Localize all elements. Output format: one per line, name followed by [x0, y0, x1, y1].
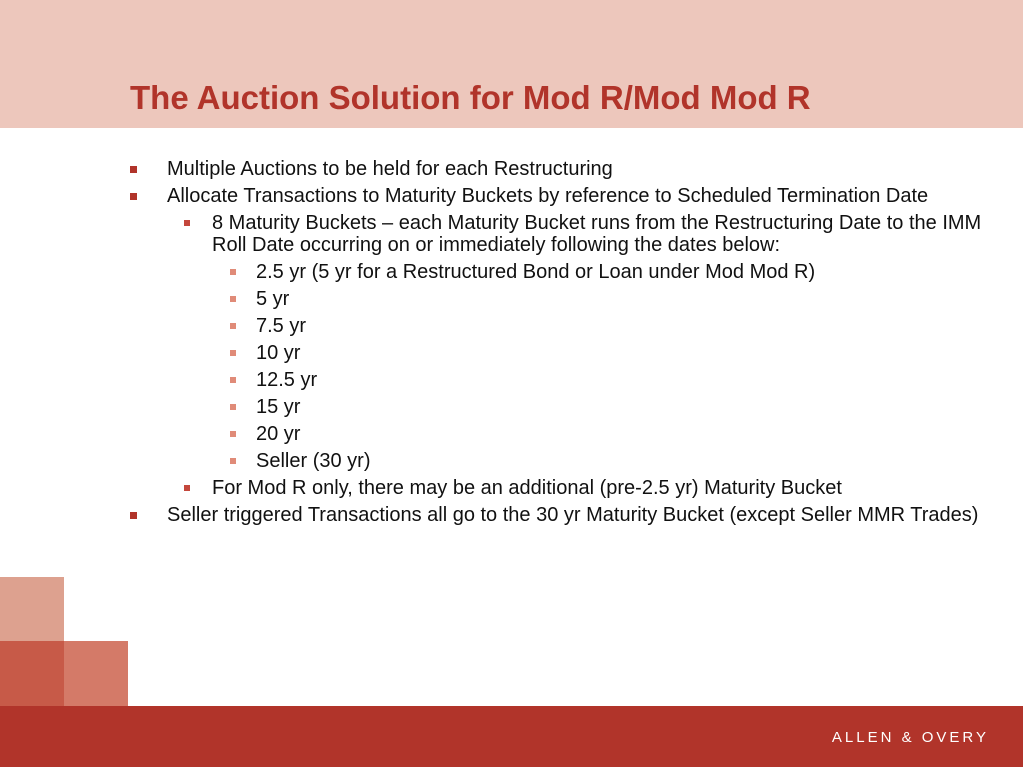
decorative-square	[0, 641, 64, 706]
bullet-text: 5 yr	[256, 288, 290, 310]
sub-bullet-item	[130, 477, 990, 499]
sub-sub-bullet-item	[130, 369, 990, 391]
bullet-text: 10 yr	[256, 342, 301, 364]
square-bullet-icon	[184, 220, 190, 226]
square-bullet-icon	[130, 512, 137, 519]
sub-sub-bullet-item	[130, 396, 990, 418]
bullet-item	[130, 158, 990, 180]
bullet-text: 15 yr	[256, 396, 301, 418]
square-bullet-icon	[130, 193, 137, 200]
sub-bullet-item	[130, 212, 990, 256]
square-bullet-icon	[230, 350, 236, 356]
bullet-item	[130, 504, 990, 526]
square-bullet-icon	[230, 296, 236, 302]
bullet-text: Allocate Transactions to Maturity Buckets by reference to Scheduled Termination Date	[167, 185, 929, 207]
bullet-text: 20 yr	[256, 423, 301, 445]
sub-sub-bullet-item	[130, 450, 990, 472]
sub-sub-bullet-item	[130, 423, 990, 445]
square-bullet-icon	[230, 323, 236, 329]
bullet-text: 8 Maturity Buckets – each Maturity Bucket runs from the Restructuring Date to the IMM Roll Date occurring on or immediately following the dates below:	[212, 212, 982, 256]
decorative-square	[0, 577, 64, 641]
footer-band	[0, 706, 1023, 767]
bullet-list	[130, 158, 990, 531]
square-bullet-icon	[230, 377, 236, 383]
bullet-text: 7.5 yr	[256, 315, 307, 337]
sub-sub-bullet-item	[130, 315, 990, 337]
square-bullet-icon	[184, 485, 190, 491]
square-bullet-icon	[230, 458, 236, 464]
decorative-square	[64, 641, 128, 706]
sub-sub-bullet-item	[130, 261, 990, 283]
square-bullet-icon	[230, 431, 236, 437]
bullet-item	[130, 185, 990, 207]
bullet-text: Seller triggered Transactions all go to the 30 yr Maturity Bucket (except Seller MMR Trades)	[167, 504, 979, 526]
company-logo: ALLEN & OVERY	[831, 729, 989, 746]
bullet-text: For Mod R only, there may be an additional (pre-2.5 yr) Maturity Bucket	[212, 477, 842, 499]
bullet-text: 2.5 yr (5 yr for a Restructured Bond or Loan under Mod Mod R)	[256, 261, 816, 283]
bullet-text: Seller (30 yr)	[256, 450, 371, 472]
bullet-text: 12.5 yr	[256, 369, 318, 391]
square-bullet-icon	[130, 166, 137, 173]
square-bullet-icon	[230, 269, 236, 275]
sub-sub-bullet-item	[130, 342, 990, 364]
bullet-text: Multiple Auctions to be held for each Restructuring	[167, 158, 613, 180]
slide-title: The Auction Solution for Mod R/Mod Mod R	[130, 79, 811, 116]
square-bullet-icon	[230, 404, 236, 410]
sub-sub-bullet-item	[130, 288, 990, 310]
